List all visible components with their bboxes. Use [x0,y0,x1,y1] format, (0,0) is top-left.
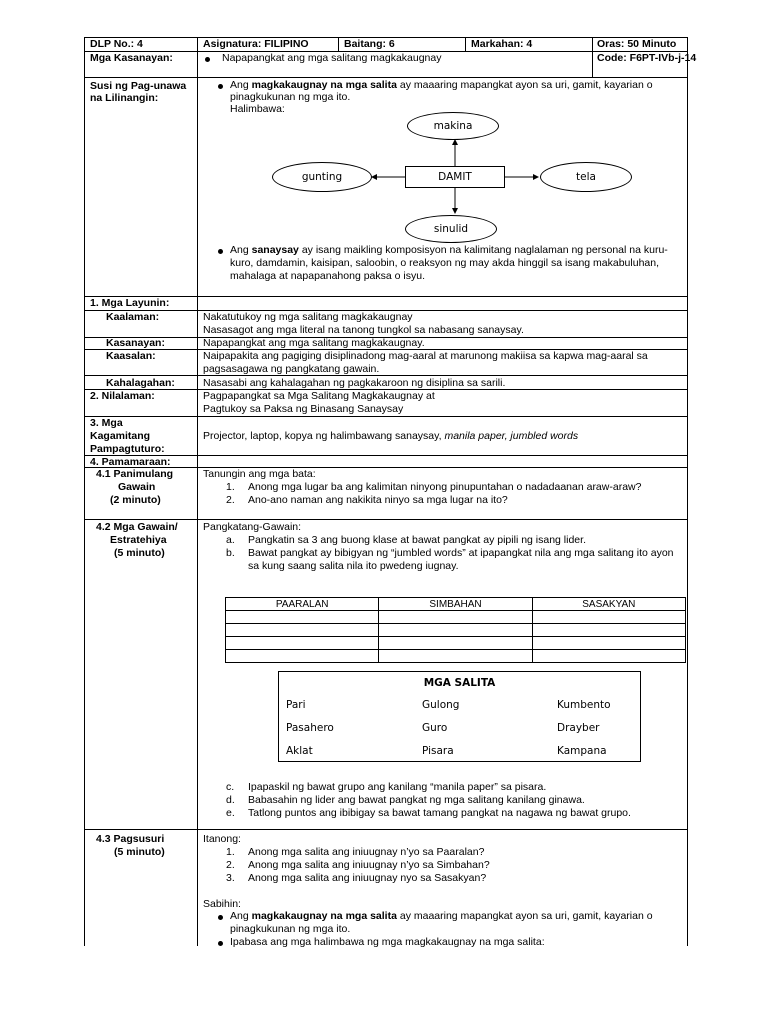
pagsusuri-label-1: 4.3 Pagsusuri [96,833,165,845]
row-divider [84,77,688,78]
kaasalan-1: Naipapakita ang pagiging disiplinadong mag-aaral at marunong makiisa sa kapwa mag-aaral sa [203,350,648,362]
kagamitan-label-2: Kagamitang [90,430,151,442]
gawain-b: Bawat pangkat ay bibigyan ng “jumbled words” at ipapangkat nila ang mga salitang ito ayon [248,547,674,559]
row-divider [84,296,688,297]
word-item: Pisara [422,745,454,757]
kahalagahan-label: Kahalagahan: [106,377,175,389]
panimula-label-3: (2 minuto) [110,494,161,506]
kaalaman-1: Nakatutukoy ng mga salitang magkakaugnay [203,311,413,323]
category-header: SIMBAHAN [379,598,532,611]
susi-label-1: Susi ng Pag-unawa [90,80,187,92]
table-row [226,598,686,611]
asignatura: Asignatura: FILIPINO [203,38,309,50]
word-item: Drayber [557,722,600,734]
category-header: PAARALAN [226,598,379,611]
kasanayan-obj-1: Napapangkat ang mga salitang magkakaugnay. [203,337,425,349]
word-item: Pasahero [286,722,334,734]
row-divider [84,519,688,520]
susi-label-2: na Lilinangin: [90,92,159,104]
kaasalan-2: pagsasagawa ng pangkatang gawain. [203,363,380,375]
halimbawa-label: Halimbawa: [230,103,285,115]
list-number: 1. [226,846,235,858]
diagram-node-top: makina [407,112,499,140]
list-letter: c. [226,781,235,793]
gawain-b-cont: sa kung saang salita nila ito pwedeng iugnay. [248,560,459,572]
list-number: 2. [226,494,235,506]
gawain-intro: Pangkatang-Gawain: [203,521,302,533]
oras: Oras: 50 Minuto [597,38,677,50]
kahalagahan-1: Nasasabi ang kahalagahan ng pagkakaroon ng disiplina sa sarili. [203,377,506,389]
kaalaman-2: Nasasagot ang mga literal na tanong tungkol sa nabasang sanaysay. [203,324,524,336]
panimula-label-2: Gawain [118,481,156,493]
bullet-icon [218,941,223,946]
row-divider [84,467,688,468]
susi-bullet-1-cont: pinagkukunan ng mga ito. [230,91,351,103]
pagsusuri-label-2: (5 minuto) [114,846,165,858]
row-divider [84,829,688,830]
list-letter: a. [226,534,235,546]
gawain-a: Pangkatin sa 3 ang buong klase at bawat pangkat ay pipili ng isang lider. [248,534,586,546]
kasanayan-value: Napapangkat ang mga salitang magkakaugnay [222,52,442,64]
diagram-node-center: DAMIT [405,166,505,188]
column-divider [338,37,339,51]
sabihin-label: Sabihin: [203,898,241,910]
sabihin-bullet-1-cont: pinagkukunan ng mga ito. [230,923,351,935]
word-item: Guro [422,722,448,734]
word-item: Aklat [286,745,313,757]
susi-bullet-2: Ang sanaysay ay isang maikling komposisyon na kalimitang naglalaman ng personal na kuru- [230,244,668,256]
table-border [687,37,688,946]
gawain-label-1: 4.2 Mga Gawain/ [96,521,178,533]
category-header: SASAKYAN [532,598,685,611]
table-row [226,637,686,650]
table-row [226,624,686,637]
nilalaman-2: Pagtukoy sa Paksa ng Binasang Sanaysay [203,403,404,415]
markahan: Markahan: 4 [471,38,533,50]
word-item: Pari [286,699,306,711]
list-letter: d. [226,794,235,806]
gawain-c: Ipapaskil ng bawat grupo ang kanilang “manila paper” sa pisara. [248,781,547,793]
kagamitan-label-3: Pampagtuturo: [90,443,165,455]
gawain-label-2: Estratehiya [110,534,167,546]
pamamaraan-label: 4. Pamamaraan: [90,456,171,468]
bullet-icon [218,915,223,920]
diagram-node-right: tela [540,162,632,192]
pagsusuri-q2: Anong mga salita ang iniuugnay n’yo sa Simbahan? [248,859,490,871]
column-divider [592,37,593,77]
bullet-icon [218,84,223,89]
sabihin-bullet-2: Ipabasa ang mga halimbawa ng mga magkakaugnay na mga salita: [230,936,545,948]
row-divider [84,416,688,417]
nilalaman-label: 2. Nilalaman: [90,390,155,402]
susi-bullet-2-cont: kuro, damdamin, kaisipan, saloobin, o reaksyon ng may akda hinggil sa isang makabuluhan, [230,257,660,269]
word-item: Kampana [557,745,607,757]
word-item: Kumbento [557,699,611,711]
baitang: Baitang: 6 [344,38,395,50]
list-letter: b. [226,547,235,559]
kagamitan-value: Projector, laptop, kopya ng halimbawang sanaysay, manila paper, jumbled words [203,430,579,442]
kagamitan-label-1: 3. Mga [90,417,123,429]
list-letter: e. [226,807,235,819]
susi-bullet-1: Ang magkakaugnay na mga salita ay maaaring mapangkat ayon sa uri, gamit, kayarian o [230,79,653,91]
panimula-intro: Tanungin ang mga bata: [203,468,316,480]
bullet-icon [205,57,210,62]
list-number: 1. [226,481,235,493]
diagram-node-bottom: sinulid [405,215,497,243]
word-bank-title: MGA SALITA [423,677,496,689]
panimula-q2: Ano-ano naman ang nakikita ninyo sa mga lugar na ito? [248,494,508,506]
sabihin-bullet-1: Ang magkakaugnay na mga salita ay maaaring mapangkat ayon sa uri, gamit, kayarian o [230,910,653,922]
row-divider [84,375,688,376]
gawain-label-3: (5 minuto) [114,547,165,559]
itanong-label: Itanong: [203,833,241,845]
diagram-node-left: gunting [272,162,372,192]
nilalaman-1: Pagpapangkat sa Mga Salitang Magkakaugnay at [203,390,435,402]
gawain-e: Tatlong puntos ang ibibigay sa bawat tamang pangkat na nagawa ng bawat grupo. [248,807,631,819]
kasanayan-obj-label: Kasanayan: [106,337,165,349]
layunin-label: 1. Mga Layunin: [90,297,170,309]
panimula-label-1: 4.1 Panimulang [96,468,174,480]
pagsusuri-q1: Anong mga salita ang iniuugnay n’yo sa Paaralan? [248,846,485,858]
lesson-code: Code: F6PT-IVb-j-14 [597,52,697,64]
list-number: 3. [226,872,235,884]
pagsusuri-q3: Anong mga salita ang iniuugnay nyo sa Sasakyan? [248,872,487,884]
table-row [226,650,686,663]
table-border [84,37,85,946]
kaalaman-label: Kaalaman: [106,311,160,323]
dlp-number: DLP No.: 4 [90,38,143,50]
table-row [226,611,686,624]
bullet-icon [218,249,223,254]
column-divider [465,37,466,51]
list-number: 2. [226,859,235,871]
gawain-d: Babasahin ng lider ang bawat pangkat ng mga salitang kanilang ginawa. [248,794,585,806]
panimula-q1: Anong mga lugar ba ang kalimitan ninyong pinupuntahan o nadadaanan araw-araw? [248,481,642,493]
kaasalan-label: Kaasalan: [106,350,156,362]
susi-bullet-2-cont: mahalaga at napapanahong paksa o isyu. [230,270,425,282]
category-table [225,597,686,663]
word-item: Gulong [422,699,460,711]
kasanayan-label: Mga Kasanayan: [90,52,173,64]
row-divider [84,455,688,456]
